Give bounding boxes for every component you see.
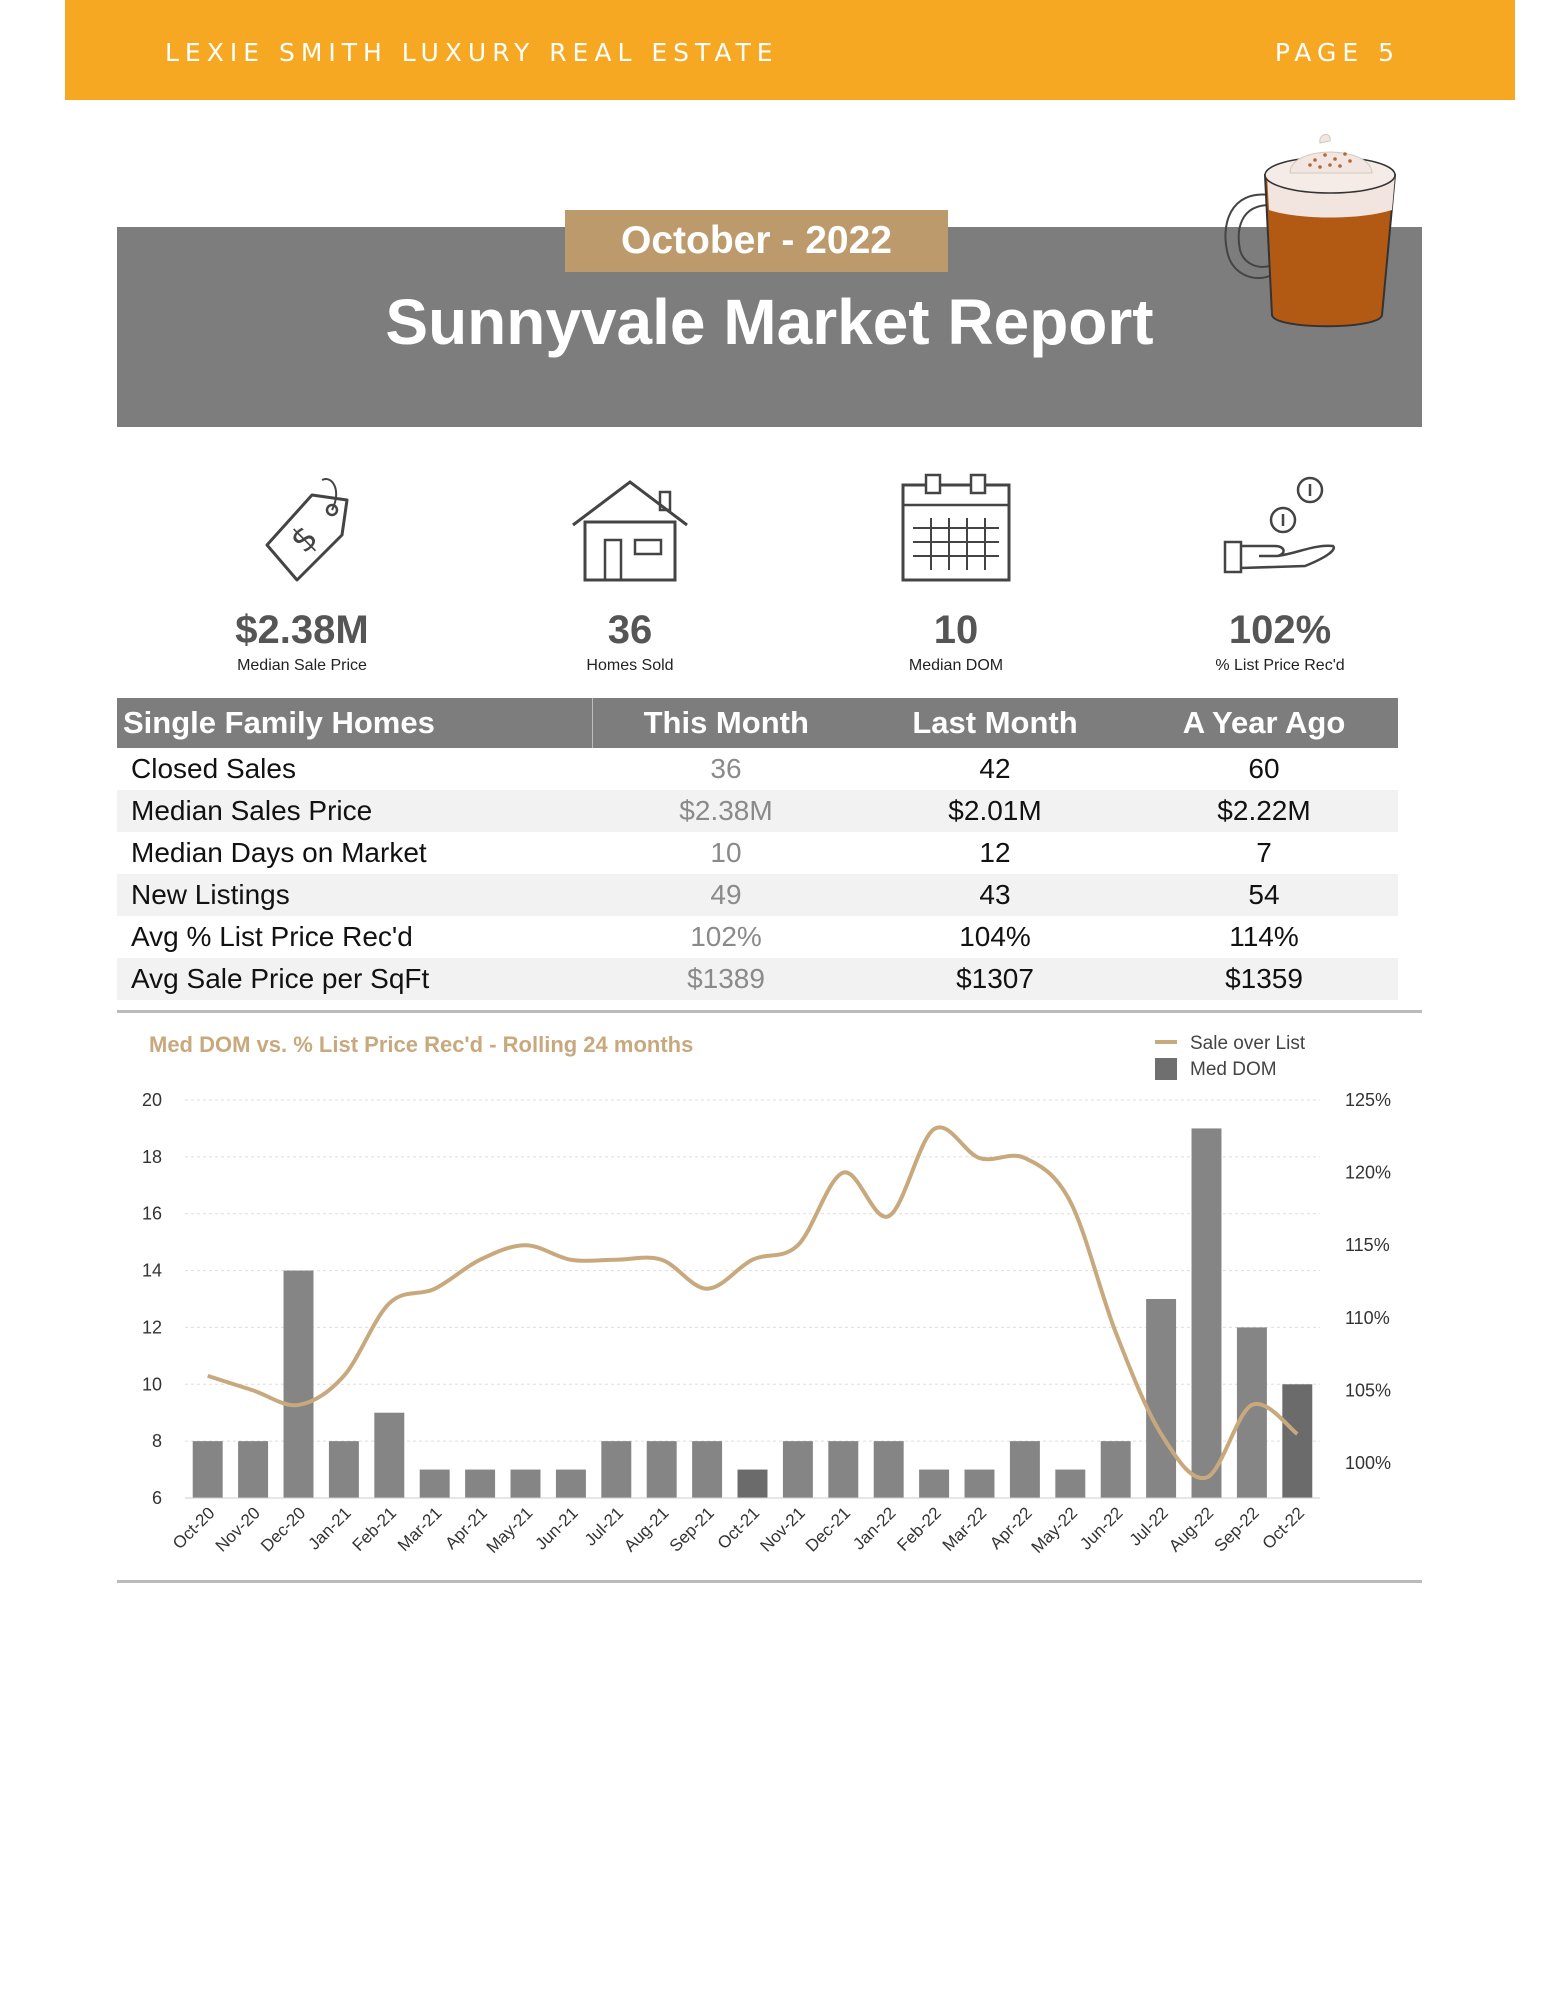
table-row xyxy=(117,748,1398,790)
x-tick-label: Oct-21 xyxy=(713,1503,764,1553)
x-tick-label: May-22 xyxy=(1027,1503,1082,1557)
y2-tick-label: 105% xyxy=(1345,1380,1392,1401)
bar-med-dom xyxy=(647,1441,677,1498)
cell-this-month: 36 xyxy=(710,753,742,784)
bar-med-dom xyxy=(783,1441,813,1498)
coffee-mug-icon xyxy=(1220,125,1430,345)
cell-this-month: 102% xyxy=(690,921,762,952)
y2-tick-label: 110% xyxy=(1345,1307,1390,1328)
column-header: Last Month xyxy=(860,698,1130,748)
stat-list-price-received xyxy=(1130,470,1430,675)
stat-label: Median DOM xyxy=(908,657,1004,674)
x-tick-label: Mar-22 xyxy=(938,1503,991,1555)
cell-last-month: 42 xyxy=(979,753,1011,784)
x-tick-label: Feb-22 xyxy=(893,1503,945,1555)
cell-last-month: 12 xyxy=(979,837,1011,868)
divider xyxy=(117,1580,1422,1583)
x-tick-label: Oct-20 xyxy=(169,1503,219,1553)
bar-med-dom xyxy=(965,1470,995,1498)
divider xyxy=(117,1010,1422,1013)
cell-year-ago: 7 xyxy=(1256,837,1272,868)
brand-name: LEXIE SMITH LUXURY REAL ESTATE xyxy=(165,38,779,67)
x-tick-label: Mar-21 xyxy=(394,1503,446,1555)
y2-tick-label: 125% xyxy=(1345,1090,1392,1110)
column-header: A Year Ago xyxy=(1130,698,1398,748)
hand-coins-icon xyxy=(1130,470,1430,590)
bar-med-dom xyxy=(874,1441,904,1498)
page-title: Sunnyvale Market Report xyxy=(385,286,1154,358)
x-tick-label: Feb-21 xyxy=(348,1503,401,1555)
x-tick-label: Nov-21 xyxy=(756,1503,809,1556)
x-tick-label: Jun-22 xyxy=(1076,1503,1127,1554)
y-tick-label: 14 xyxy=(141,1260,162,1281)
x-tick-label: Aug-21 xyxy=(620,1503,673,1556)
table-row xyxy=(117,790,1398,832)
y-tick-label: 8 xyxy=(151,1431,162,1452)
price-tag-icon xyxy=(152,470,452,590)
cell-last-month: 104% xyxy=(959,921,1031,952)
row-label: Closed Sales xyxy=(131,753,296,784)
cell-this-month: $2.38M xyxy=(592,790,860,832)
stat-label: % List Price Rec'd xyxy=(1215,657,1345,674)
bar-med-dom xyxy=(1146,1299,1176,1498)
x-tick-label: Jan-21 xyxy=(304,1503,355,1554)
legend-bar-swatch xyxy=(1155,1058,1177,1080)
x-tick-label: Apr-22 xyxy=(986,1503,1036,1553)
report-date: October - 2022 xyxy=(565,210,948,272)
bar-med-dom xyxy=(420,1470,450,1498)
line-sale-over-list xyxy=(208,1127,1298,1478)
row-label: Avg % List Price Rec'd xyxy=(131,921,413,952)
table-row xyxy=(117,916,1398,958)
x-tick-label: Jan-22 xyxy=(849,1503,900,1554)
cell-this-month: 49 xyxy=(592,874,860,916)
y-tick-label: 12 xyxy=(141,1317,162,1338)
stat-median-sale-price xyxy=(152,470,452,675)
bar-med-dom xyxy=(738,1470,768,1498)
x-tick-label: Jun-21 xyxy=(531,1503,582,1554)
bar-med-dom xyxy=(1101,1441,1131,1498)
stat-median-dom xyxy=(806,470,1106,675)
bar-med-dom xyxy=(828,1441,858,1498)
row-label: Median Sales Price xyxy=(117,790,592,832)
table-header-row xyxy=(117,698,1398,748)
table-row xyxy=(117,832,1398,874)
y-tick-label: 10 xyxy=(141,1374,162,1395)
x-tick-label: Aug-22 xyxy=(1165,1503,1218,1556)
cell-last-month: $2.01M xyxy=(860,790,1130,832)
bar-med-dom xyxy=(1237,1327,1267,1498)
y-tick-label: 6 xyxy=(151,1488,162,1508)
header-bar xyxy=(65,0,1515,100)
cell-year-ago: $1359 xyxy=(1130,958,1398,1000)
stat-homes-sold xyxy=(480,470,780,675)
y2-tick-label: 100% xyxy=(1345,1453,1392,1473)
stat-value: 36 xyxy=(607,608,653,652)
x-tick-label: Sep-22 xyxy=(1210,1503,1263,1556)
cell-year-ago: 114% xyxy=(1229,921,1299,952)
bar-med-dom xyxy=(465,1470,495,1498)
y2-tick-label: 115% xyxy=(1345,1235,1390,1256)
bar-med-dom xyxy=(238,1441,268,1498)
bar-med-dom xyxy=(374,1413,404,1498)
bar-med-dom xyxy=(1010,1441,1040,1498)
bar-med-dom xyxy=(919,1470,949,1498)
bar-med-dom xyxy=(556,1470,586,1498)
chart-title: Med DOM vs. % List Price Rec'd - Rolling 24 months xyxy=(149,1032,694,1057)
cell-year-ago: $2.22M xyxy=(1130,790,1398,832)
stat-value: 102% xyxy=(1228,608,1332,652)
x-tick-label: Apr-21 xyxy=(441,1503,491,1553)
row-label: Avg Sale Price per SqFt xyxy=(117,958,592,1000)
bar-med-dom xyxy=(1055,1470,1085,1498)
stat-label: Median Sale Price xyxy=(237,657,367,674)
cell-year-ago: 60 xyxy=(1248,753,1280,784)
bar-med-dom xyxy=(329,1441,359,1498)
y-tick-label: 18 xyxy=(141,1146,162,1167)
legend-label: Sale over List xyxy=(1190,1033,1306,1054)
cell-year-ago: 54 xyxy=(1130,874,1398,916)
column-header: Single Family Homes xyxy=(117,698,592,748)
row-label: New Listings xyxy=(117,874,592,916)
stat-label: Homes Sold xyxy=(586,657,674,674)
x-tick-label: Nov-20 xyxy=(211,1503,264,1556)
cell-last-month: 43 xyxy=(860,874,1130,916)
y-tick-label: 16 xyxy=(141,1203,162,1224)
x-tick-label: May-21 xyxy=(482,1503,537,1557)
x-tick-label: Jul-22 xyxy=(1125,1503,1172,1550)
stat-value: 10 xyxy=(933,608,979,652)
x-tick-label: Oct-22 xyxy=(1258,1503,1309,1553)
bar-med-dom xyxy=(692,1441,722,1498)
cell-this-month: 10 xyxy=(710,837,742,868)
cell-this-month: $1389 xyxy=(592,958,860,1000)
table-row xyxy=(117,874,1398,916)
bar-med-dom xyxy=(193,1441,223,1498)
x-tick-label: Dec-20 xyxy=(257,1503,310,1556)
bar-med-dom xyxy=(1282,1384,1312,1498)
page-number: PAGE 5 xyxy=(1274,38,1400,67)
x-tick-label: Sep-21 xyxy=(665,1503,718,1556)
table-row xyxy=(117,958,1398,1000)
x-tick-label: Dec-21 xyxy=(801,1503,855,1556)
bar-med-dom xyxy=(511,1470,541,1498)
stat-value: $2.38M xyxy=(235,608,369,652)
legend-label: Med DOM xyxy=(1190,1059,1277,1080)
svg-text:$: $ xyxy=(282,517,327,562)
chart-legend xyxy=(1155,1033,1306,1080)
bar-med-dom xyxy=(1192,1128,1222,1498)
bar-med-dom xyxy=(601,1441,631,1498)
dom-vs-list-price-chart xyxy=(117,1020,1422,1580)
x-tick-label: Jul-21 xyxy=(580,1503,628,1550)
column-header: This Month xyxy=(592,698,860,748)
cell-last-month: $1307 xyxy=(860,958,1130,1000)
calendar-icon xyxy=(806,470,1106,590)
row-label: Median Days on Market xyxy=(131,837,427,868)
house-icon xyxy=(480,470,780,590)
y-tick-label: 20 xyxy=(141,1090,162,1110)
bar-med-dom xyxy=(284,1271,314,1498)
sfh-table xyxy=(117,698,1398,1000)
y2-tick-label: 120% xyxy=(1345,1162,1392,1183)
